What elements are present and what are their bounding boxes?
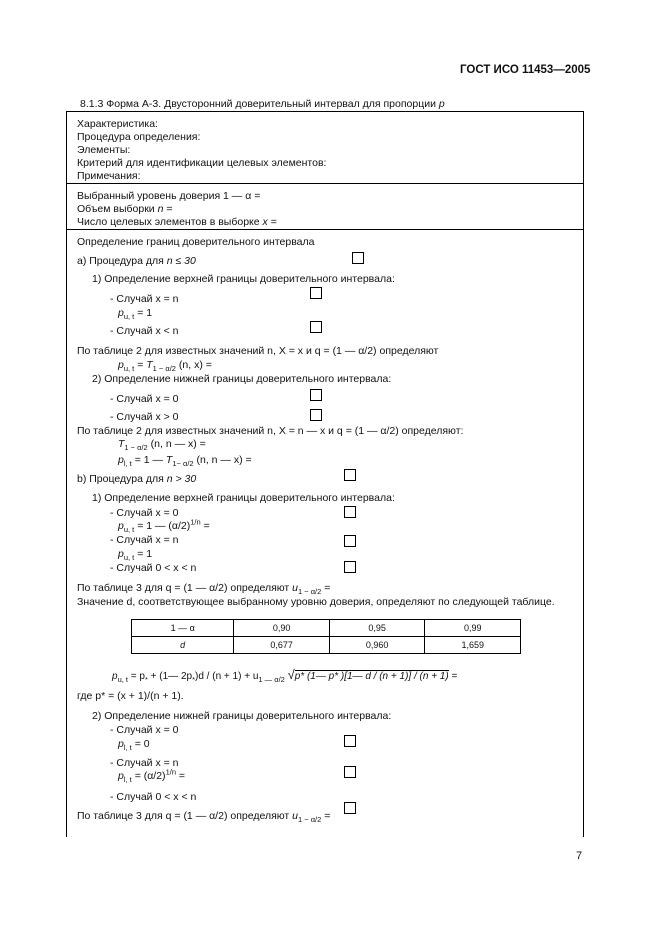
table3-line: По таблице 3 для q = (1 — α/2) определяют $u_{1 - \alpha/2}$ = bbox=[77, 582, 331, 597]
sample-size-label: Объем выборки bbox=[77, 203, 155, 215]
procedure-b-label: b) Процедура для bbox=[77, 473, 164, 485]
case-b1-x0: - Случай x = 0 bbox=[110, 507, 179, 519]
big-formula-part-b: + (1— 2p bbox=[150, 671, 193, 682]
checkbox-a[interactable] bbox=[352, 252, 364, 264]
sample-size-var: n bbox=[157, 203, 164, 215]
table3-last-line: По таблице 3 для q = (1 — α/2) определяют $u_{1 - \alpha/2}$ = bbox=[77, 810, 331, 825]
field-sample-size bbox=[77, 203, 172, 215]
big-formula-part-c: )d / (n + 1) + u bbox=[195, 671, 259, 682]
procedure-a-cond: n ≤ 30 bbox=[166, 255, 196, 267]
d-table bbox=[131, 619, 521, 654]
case-b1-xn: - Случай x = n bbox=[110, 534, 179, 546]
pl-eq-0: $p_{l, t} = 0$ bbox=[118, 738, 150, 753]
pl-line-a-rest: (n, n — x) = bbox=[196, 454, 252, 466]
checkbox-b2-x0[interactable] bbox=[344, 735, 356, 747]
pl-eq-0-sub: l, t bbox=[123, 743, 132, 753]
pu-b-sub: u, t bbox=[123, 525, 135, 535]
step-a2: 2) Определение нижней границы доверительного интервала: bbox=[92, 373, 392, 385]
pl-formula-text: = (α/2) bbox=[134, 770, 166, 782]
pu-eq-1-b: $p_{u, t} = 1$ bbox=[118, 548, 153, 563]
procedure-a-label: a) Процедура для bbox=[77, 255, 164, 267]
sqrt-body: p* (1— p* )[1— d / (n + 1)] / (n + 1) bbox=[294, 671, 449, 682]
d-table-cell: 1 — α bbox=[132, 620, 234, 637]
table3-line-text: По таблице 3 для q = (1 — α/2) определяют bbox=[77, 582, 290, 594]
case-b2-between: - Случай 0 < x < n bbox=[110, 791, 197, 803]
page-number: 7 bbox=[576, 850, 583, 862]
table3-last-end: = bbox=[324, 810, 331, 822]
T-sub-a: 1 − α/2 bbox=[152, 364, 176, 374]
case-a1-x-eq-n: - Случай x = n bbox=[110, 293, 179, 305]
field-elements: Элементы: bbox=[77, 144, 131, 156]
form-title-var: p bbox=[438, 98, 445, 110]
pl-formula: $p_{l, t} = (\alpha/2)^{1/n}$ = bbox=[118, 767, 186, 785]
field-confidence: Выбранный уровень доверия 1 — α = bbox=[77, 190, 261, 202]
pl-formula-end: = bbox=[178, 770, 186, 782]
checkbox-b2-between[interactable] bbox=[344, 802, 356, 814]
step-a1: 1) Определение верхней границы доверительного интервала: bbox=[92, 273, 395, 285]
big-formula-sub-1: u, t bbox=[117, 675, 128, 684]
d-table-cell: d bbox=[132, 637, 234, 654]
field-criterion: Критерий для идентификации целевых элементов: bbox=[77, 157, 327, 169]
pl-formula-exp: 1/n bbox=[165, 767, 176, 777]
step-b1: 1) Определение верхней границы доверительного интервала: bbox=[92, 492, 395, 504]
checkbox-b1-xn[interactable] bbox=[344, 535, 356, 547]
d-table-cell: 0,677 bbox=[234, 637, 330, 654]
big-formula-u-sub: 1 — α/2 bbox=[258, 675, 285, 684]
T-line: $T_{1 - \alpha/2}$ (n, n — x) = bbox=[118, 438, 206, 453]
pu-formula-b-exp: 1/n bbox=[190, 517, 201, 527]
procedure-a bbox=[77, 255, 196, 267]
checkbox-a2-x-eq-0[interactable] bbox=[310, 389, 322, 401]
pu-formula-b: $p_{u, t} = 1$ — $(\alpha/2)^{1/n}$ = bbox=[118, 517, 210, 535]
table2-upper-text: По таблице 2 для известных значений n, X = x и q = (1 — α/2) определяют bbox=[77, 345, 439, 357]
d-text: Значение d, соответствующее выбранному уровню доверия, определяют по следующей таблице. bbox=[77, 596, 555, 608]
case-b1-between: - Случай 0 < x < n bbox=[110, 562, 197, 574]
divider-2 bbox=[66, 229, 584, 230]
sample-size-eq: = bbox=[166, 203, 173, 215]
table3-line-end: = bbox=[324, 582, 331, 594]
case-a2-x-gt-0: - Случай x > 0 bbox=[110, 411, 179, 423]
pl-eq-0-text: = 0 bbox=[134, 738, 150, 750]
d-table-cell: 0,95 bbox=[329, 620, 425, 637]
d-table-cell: 1,659 bbox=[425, 637, 521, 654]
procedure-b bbox=[77, 473, 196, 485]
checkbox-b1-between[interactable] bbox=[344, 561, 356, 573]
checkbox-a1-x-eq-n[interactable] bbox=[310, 287, 322, 299]
pu-eq-1-text: = 1 bbox=[137, 307, 153, 319]
standard-header: ГОСТ ИСО 11453—2005 bbox=[460, 64, 591, 76]
section-title: Определение границ доверительного интервала bbox=[77, 236, 315, 248]
field-notes: Примечания: bbox=[77, 170, 141, 182]
checkbox-b2-xn[interactable] bbox=[344, 766, 356, 778]
T-line-rest: (n, n — x) = bbox=[150, 438, 206, 450]
checkbox-a2-x-gt-0[interactable] bbox=[310, 409, 322, 421]
sqrt-sign: √ bbox=[287, 667, 295, 682]
step-b2: 2) Определение нижней границы доверительного интервала: bbox=[92, 710, 392, 722]
checkbox-b[interactable] bbox=[344, 469, 356, 481]
u-sub-b: 1 − α/2 bbox=[297, 815, 322, 825]
case-b2-xn: - Случай x = n bbox=[110, 757, 179, 769]
table3-last-text: По таблице 3 для q = (1 — α/2) определяют bbox=[77, 810, 290, 822]
pu-formula-b-text: = 1 — (α/2) bbox=[137, 520, 191, 532]
pu-sub: u, t bbox=[123, 312, 135, 322]
pu-T-line: $p_{u, t} = T_{1 - \alpha/2}$ (n, x) = bbox=[118, 359, 212, 374]
pu-eq-1-b-text: = 1 bbox=[137, 548, 153, 560]
field-characteristic: Характеристика: bbox=[77, 118, 158, 130]
T-sub-b: 1 − α/2 bbox=[124, 443, 148, 453]
d-table-value-row bbox=[132, 637, 521, 654]
big-formula-end: = bbox=[451, 671, 458, 682]
targets-var: x bbox=[262, 216, 268, 228]
procedure-b-cond: n > 30 bbox=[166, 473, 197, 485]
field-targets bbox=[77, 216, 277, 228]
d-table-cell: 0,960 bbox=[329, 637, 425, 654]
pu-eq-1-b-sub: u, t bbox=[123, 553, 135, 563]
u-sub-a: 1 − α/2 bbox=[297, 587, 322, 597]
targets-label: Число целевых элементов в выборке bbox=[77, 216, 260, 228]
pu-formula-b-end: = bbox=[203, 520, 210, 532]
pl-sub-a: l, t bbox=[123, 459, 132, 469]
pl-formula-sub: l, t bbox=[123, 775, 132, 785]
checkbox-b1-x0[interactable] bbox=[344, 506, 356, 518]
d-table-cell: 0,90 bbox=[234, 620, 330, 637]
table2-lower-text: По таблице 2 для известных значений n, X = n — x и q = (1 — α/2) определяют: bbox=[77, 425, 464, 437]
T-sub-c: 1− α/2 bbox=[172, 459, 194, 469]
pu-eq-1-a: $p_{u, t} = 1$ bbox=[118, 307, 153, 322]
d-table-header-row bbox=[132, 620, 521, 637]
checkbox-a1-x-lt-n[interactable] bbox=[310, 321, 322, 333]
where-line: где p* = (x + 1)/(n + 1). bbox=[77, 690, 184, 702]
form-title-text: 8.1.3 Форма А-3. Двусторонний доверительный интервал для пропорции bbox=[80, 98, 436, 110]
form-title bbox=[80, 98, 445, 110]
case-a2-x-eq-0: - Случай x = 0 bbox=[110, 393, 179, 405]
pl-line-a: $p_{l, t} = 1$ — $T_{1- \alpha/2}$ (n, n — x) = bbox=[118, 454, 252, 469]
pu-big-formula: $p_{u, t} = p_*$ + (1— $2p_*)d / (n + 1) + u_{1 — \alpha/2}$ √p* (1— p* )[1— d / (n + 1)] / (n + 1) = bbox=[112, 667, 458, 684]
big-formula-part-a: = p bbox=[130, 671, 145, 682]
targets-eq: = bbox=[270, 216, 277, 228]
pl-line-a-text: = 1 — bbox=[134, 454, 163, 466]
pu-T-sub: u, t bbox=[123, 364, 135, 374]
d-table-cell: 0,99 bbox=[425, 620, 521, 637]
case-b2-x0: - Случай x = 0 bbox=[110, 724, 179, 736]
pu-T-rest: (n, x) = bbox=[178, 359, 212, 371]
divider-1 bbox=[66, 183, 584, 184]
case-a1-x-lt-n: - Случай x < n bbox=[110, 325, 179, 337]
field-procedure: Процедура определения: bbox=[77, 131, 201, 143]
